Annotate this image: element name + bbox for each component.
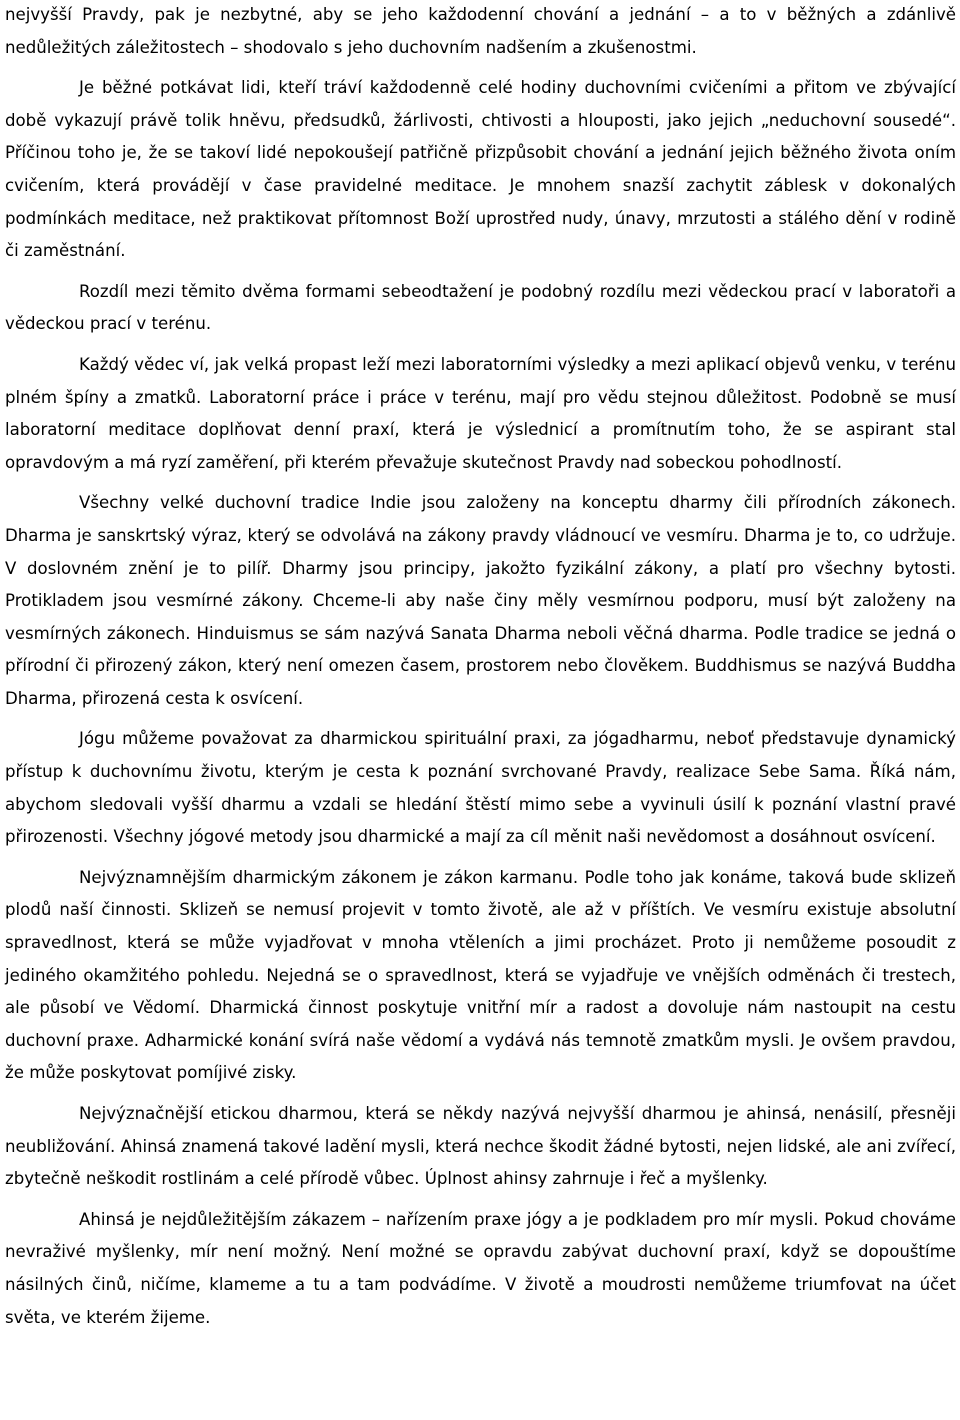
paragraph-lab-vs-field: Rozdíl mezi těmito dvěma formami sebeodtažení je podobný rozdílu mezi vědeckou prací v laboratoři a vědeckou prací v terénu. [5, 281, 956, 334]
paragraph-spiritual-practice: Je běžné potkávat lidi, kteří tráví každodenně celé hodiny duchovními cvičeními a přitom ve zbývající době vykazují právě tolik hněvu, předsudků, žárlivosti, chtivosti a hlouposti, jako jejich „neduchovní sousedé“. Příčinou toho je, že se takoví lidé nepokoušejí patřičně přizpůsobit chování a jednání jejich běžného života oním cvičením, která provádějí v čase pravidelné meditace. Je mnohem snazší zachytit záblesk v dokonalých podmínkách meditace, než praktikovat přítomnost Boží uprostřed nudy, únavy, mrzutosti a stálého dění v rodině či zaměstnání. [5, 78, 956, 261]
paragraph-ahimsa-practice: Ahinsá je nejdůležitějším zákazem – nařízením praxe jógy a je podkladem pro mír mysli. Pokud chováme nevraživé myšlenky, mír není možný. Není možné se opravdu zabývat duchovní praxí, když se dopouštíme násilných činů, ničíme, klameme a tu a tam podvádíme. V životě a moudrosti nemůžeme triumfovat na účet světa, ve kterém žijeme. [5, 1209, 956, 1327]
paragraph-scientist: Každý vědec ví, jak velká propast leží mezi laboratorními výsledky a mezi aplikací objevů venku, v terénu plném špíny a zmatků. Laboratorní práce i práce v terénu, mají pro vědu stejnou důležitost. Podobně se musí laboratorní meditace doplňovat denní praxí, která je výslednicí a promítnutím toho, že se aspirant stal opravdovým a má ryzí zaměření, při kterém převažuje skutečnost Pravdy nad sobeckou pohodlností. [5, 354, 956, 472]
document-page [5, 0, 956, 1334]
paragraph-ahimsa: Nejvýznačnější etickou dharmou, která se někdy nazývá nejvyšší dharmou je ahinsá, nenásilí, přesněji neubližování. Ahinsá znamená takové ladění mysli, která nechce škodit žádné bytosti, nejen lidské, ale ani zvířecí, zbytečně neškodit rostlinám a celé přírodě vůbec. Úplnost ahinsy zahrnuje i řeč a myšlenky. [5, 1104, 956, 1189]
paragraph-dharma: Všechny velké duchovní tradice Indie jsou založeny na konceptu dharmy čili přírodních zákonech. Dharma je sanskrtský výraz, který se odvolává na zákony pravdy vládnoucí ve vesmíru. Dharma je to, co udržuje. V doslovném znění je to pilíř. Dharmy jsou principy, jakožto fyzikální zákony, a platí pro všechny bytosti. Protikladem jsou vesmírné zákony. Chceme-li aby naše činy měly vesmírnou podporu, musí být založeny na vesmírných zákonech. Hinduismus se sám nazývá Sanata Dharma neboli věčná dharma. Podle tradice se jedná o přírodní či přirozený zákon, který není omezen časem, prostorem nebo člověkem. Buddhismus se nazývá Buddha Dharma, přirozená cesta k osvícení. [5, 493, 956, 708]
paragraph-yoga-dharma: Jógu můžeme považovat za dharmickou spirituální praxi, za jógadharmu, neboť představuje dynamický přístup k duchovnímu životu, kterým je cesta k poznání svrchované Pravdy, realizace Sebe Sama. Říká nám, abychom sledovali vyšší dharmu a vzdali se hledání štěstí mimo sebe a vyvinuli úsilí k poznání vlastní pravé přirozenosti. Všechny jógové metody jsou dharmické a mají za cíl měnit naši nevědomost a dosáhnout osvícení. [5, 729, 956, 847]
paragraph-continued: nejvyšší Pravdy, pak je nezbytné, aby se jeho každodenní chování a jednání – a to v běžných a zdánlivě nedůležitých záležitostech – shodovalo s jeho duchovním nadšením a zkušenostmi. [5, 5, 956, 57]
paragraph-karma: Nejvýznamnějším dharmickým zákonem je zákon karmanu. Podle toho jak konáme, taková bude sklizeň plodů naší činnosti. Sklizeň se nemusí projevit v tomto životě, ale až v příštích. Ve vesmíru existuje absolutní spravedlnost, která se může vyjadřovat v mnoha vtěleních a jimi procházet. Proto ji nemůžeme posoudit z jediného okamžitého pohledu. Nejedná se o spravedlnost, která se vyjadřuje ve vnějších odměnách či trestech, ale působí ve Vědomí. Dharmická činnost poskytuje vnitřní mír a radost a dovoluje nám nastoupit na cestu duchovní praxe. Adharmické konání svírá naše vědomí a vydává nás temnotě zmatkům mysli. Je ovšem pravdou, že může poskytovat pomíjivé zisky. [5, 867, 956, 1083]
